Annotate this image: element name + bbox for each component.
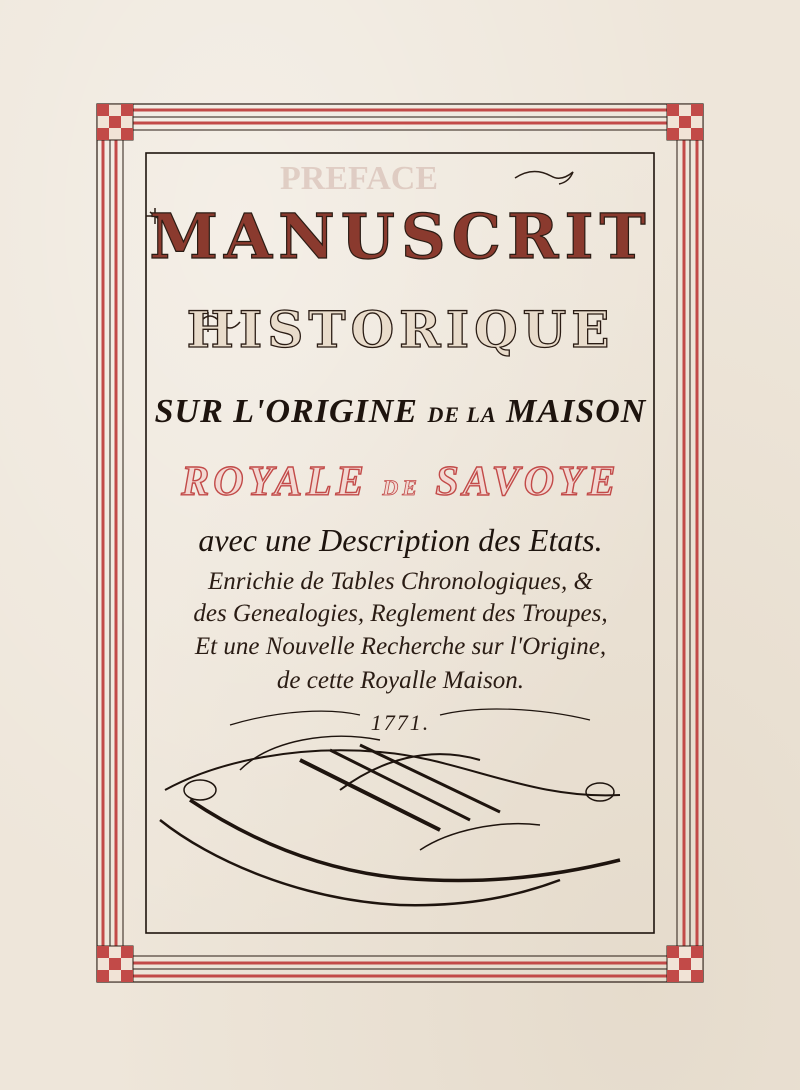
- calligraphic-flourish: [160, 709, 620, 905]
- title-savoye-end: SAVOYE: [435, 459, 620, 505]
- corner-ornament-bottom-left: [97, 946, 133, 982]
- title-savoye-small: DE: [382, 475, 421, 500]
- detail-line-4: de cette Royalle Maison.: [276, 667, 525, 694]
- title-line-origine: [148, 393, 653, 431]
- title-origine-main: SUR L'ORIGINE: [154, 393, 418, 430]
- title-line-manuscrit: MANUSCRIT: [149, 200, 652, 273]
- year: 1771.: [370, 710, 431, 735]
- title-origine-small: DE LA: [427, 402, 497, 427]
- title-line-historique: HISTORIQUE: [186, 300, 615, 359]
- subtitle: avec une Description des Etats.: [198, 522, 603, 558]
- detail-line-1: Enrichie de Tables Chronologiques, &: [208, 568, 593, 595]
- title-line-savoye: [148, 458, 653, 506]
- corner-ornament-top-left: [97, 104, 133, 140]
- title-origine-end: MAISON: [506, 393, 647, 430]
- detail-line-2: des Genealogies, Reglement des Troupes,: [193, 600, 608, 627]
- corner-ornament-bottom-right: [667, 946, 703, 982]
- detail-line-3: Et une Nouvelle Recherche sur l'Origine,: [194, 633, 607, 660]
- bleed-through-text: PREFACE: [280, 160, 439, 197]
- title-savoye-main: ROYALE: [181, 459, 368, 505]
- corner-ornament-top-right: [667, 104, 703, 140]
